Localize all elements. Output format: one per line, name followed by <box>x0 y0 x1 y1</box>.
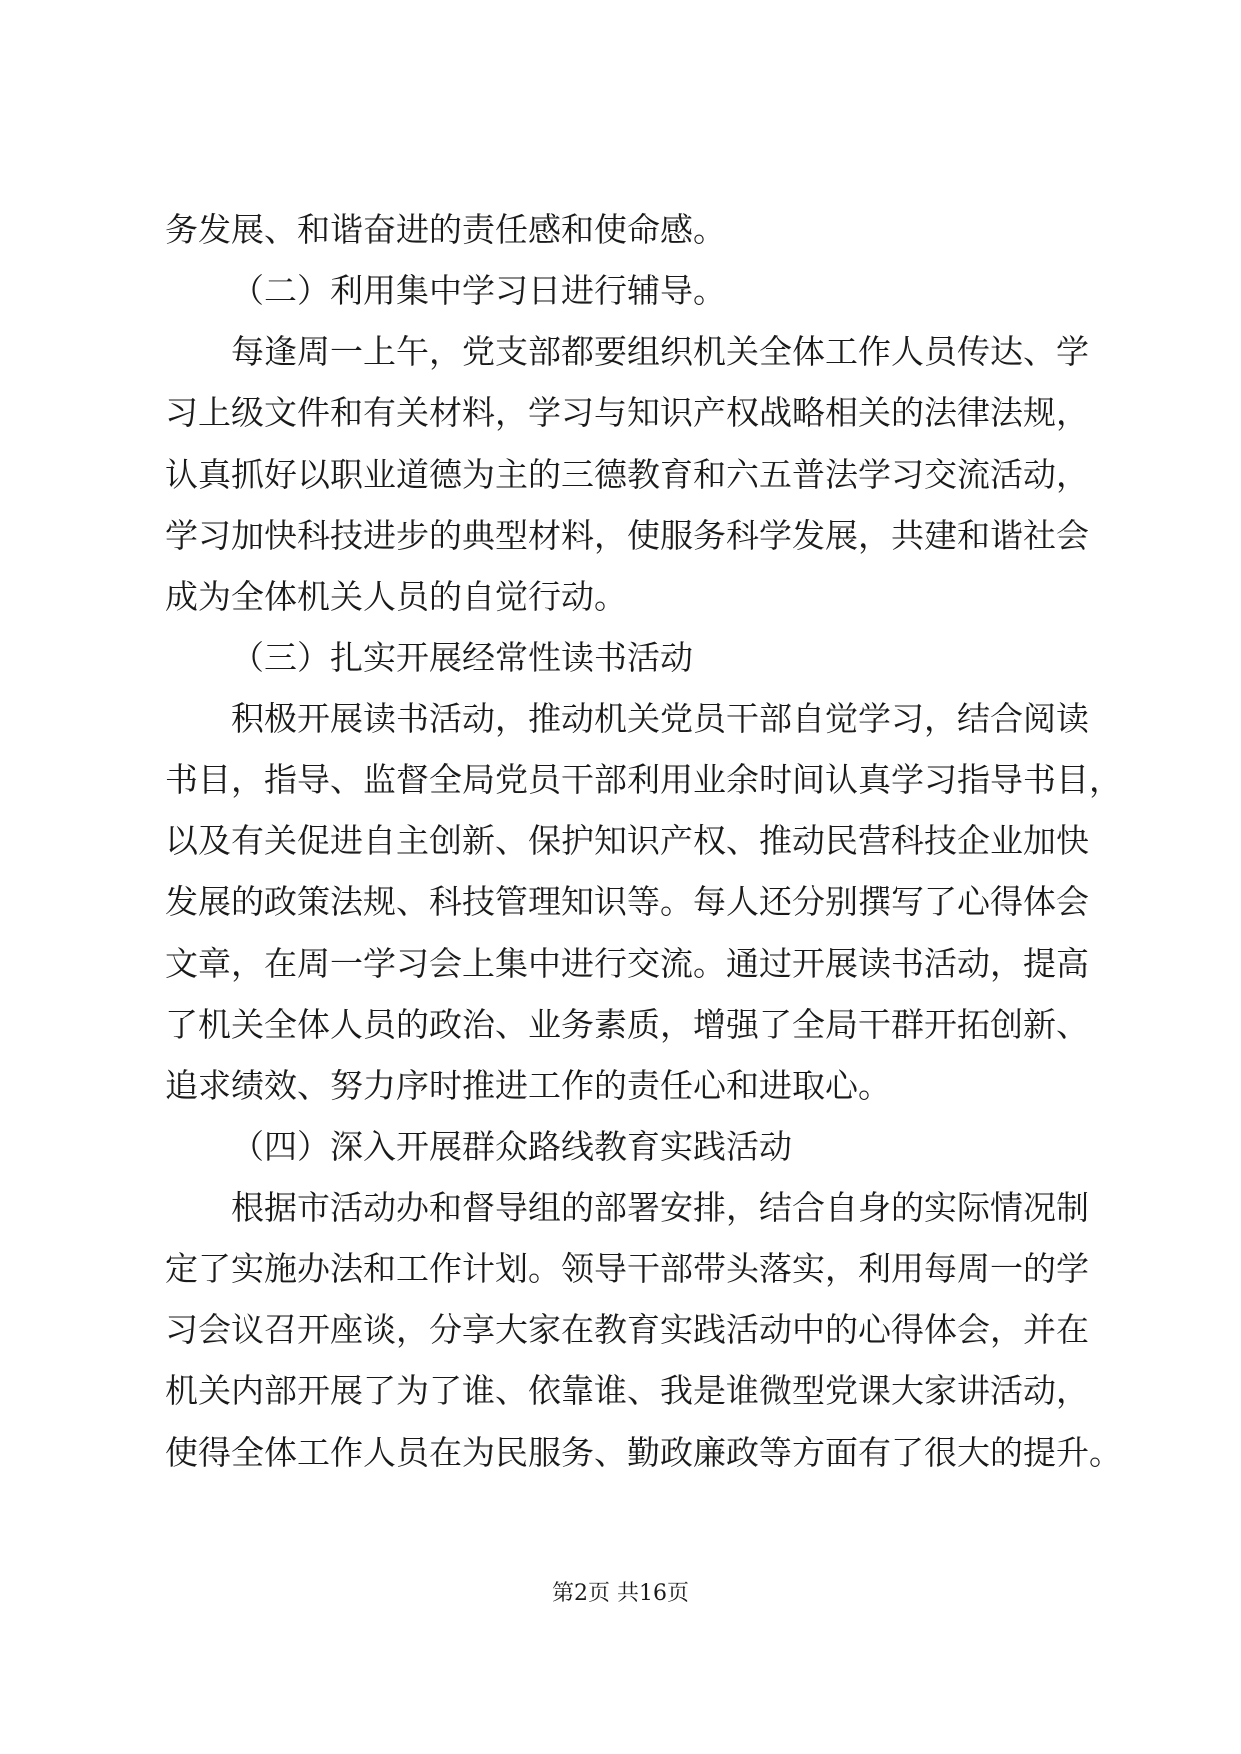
paragraph-line: 成为全体机关人员的自觉行动。 <box>165 577 627 616</box>
paragraph-line: 学习加快科技进步的典型材料，使服务科学发展，共建和谐社会 <box>165 516 1089 555</box>
paragraph-line: 习会议召开座谈，分享大家在教育实践活动中的心得体会，并在 <box>165 1310 1089 1349</box>
paragraph-line: 认真抓好以职业道德为主的三德教育和六五普法学习交流活动， <box>165 455 1089 494</box>
paragraph-line: 发展的政策法规、科技管理知识等。每人还分别撰写了心得体会 <box>165 882 1089 921</box>
paragraph-line: 使得全体工作人员在为民服务、勤政廉政等方面有了很大的提升。 <box>165 1433 1122 1472</box>
paragraph-line: 定了实施办法和工作计划。领导干部带头落实，利用每周一的学 <box>165 1249 1089 1288</box>
page-number-footer: 第2页 共16页 <box>552 1581 689 1606</box>
paragraph-line: 机关内部开展了为了谁、依靠谁、我是谁微型党课大家讲活动， <box>165 1371 1089 1410</box>
paragraph-line: 务发展、和谐奋进的责任感和使命感。 <box>165 210 726 249</box>
paragraph-line: 了机关全体人员的政治、业务素质，增强了全局干群开拓创新、 <box>165 1005 1089 1044</box>
paragraph-line: 书目，指导、监督全局党员干部利用业余时间认真学习指导书目， <box>165 760 1122 799</box>
paragraph-line: 积极开展读书活动，推动机关党员干部自觉学习，结合阅读 <box>231 699 1089 738</box>
paragraph-line: 文章，在周一学习会上集中进行交流。通过开展读书活动，提高 <box>165 944 1089 983</box>
paragraph-line: 追求绩效、努力序时推进工作的责任心和进取心。 <box>165 1066 891 1105</box>
paragraph-line: 根据市活动办和督导组的部署安排，结合自身的实际情况制 <box>231 1188 1089 1227</box>
paragraph-line: 以及有关促进自主创新、保护知识产权、推动民营科技企业加快 <box>165 821 1089 860</box>
section-heading-3: （三）扎实开展经常性读书活动 <box>231 638 693 677</box>
section-heading-2: （二）利用集中学习日进行辅导。 <box>231 271 726 310</box>
section-heading-4: （四）深入开展群众路线教育实践活动 <box>231 1127 792 1166</box>
paragraph-line: 习上级文件和有关材料，学习与知识产权战略相关的法律法规， <box>165 393 1089 432</box>
paragraph-line: 每逢周一上午，党支部都要组织机关全体工作人员传达、学 <box>231 332 1089 371</box>
